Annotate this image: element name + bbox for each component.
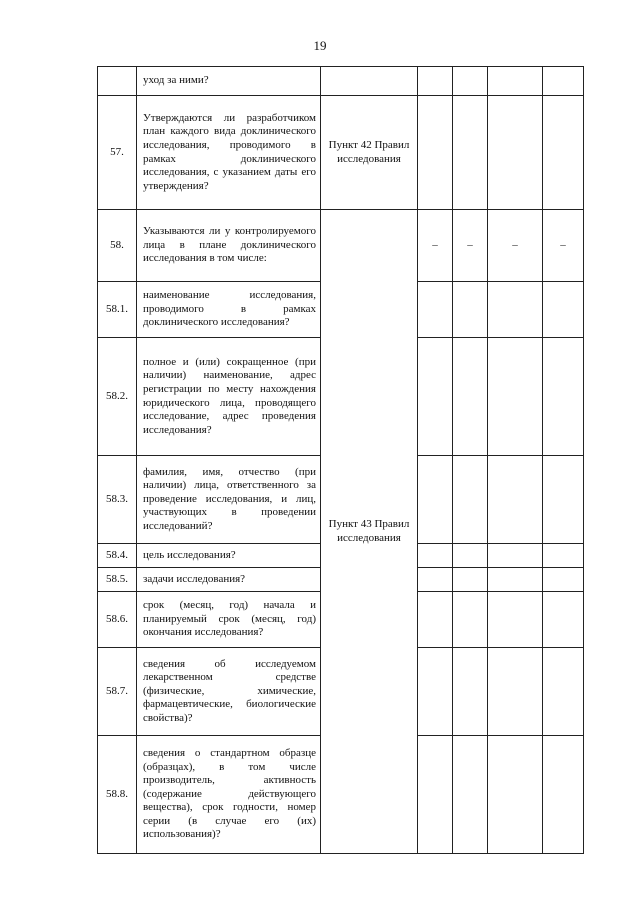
question-text: цель исследования? (137, 544, 321, 568)
answer-cell (418, 648, 453, 736)
row-number: 58.1. (98, 282, 137, 338)
question-text: наименование исследования, проводимого в рамках доклинического исследования? (137, 282, 321, 338)
row-number: 58.8. (98, 736, 137, 854)
row-number-cell (98, 67, 137, 96)
question-text: фамилия, имя, отчество (при наличии) лица, ответственного за проведение исследования, и лиц, участвующих в проведении исследований? (137, 456, 321, 544)
answer-cell (453, 736, 488, 854)
reference-text: Пункт 43 Правил исследования (321, 210, 418, 854)
answer-cell (418, 282, 453, 338)
table-row (98, 96, 584, 210)
dash-mark: – (488, 210, 543, 282)
row-number: 58. (98, 210, 137, 282)
answer-cell (418, 592, 453, 648)
answer-cell (453, 592, 488, 648)
answer-cell (488, 338, 543, 456)
answer-cell (418, 456, 453, 544)
reference-text: Пункт 42 Правил исследования (321, 96, 418, 210)
answer-cell (543, 67, 584, 96)
answer-cell (488, 67, 543, 96)
answer-cell (488, 568, 543, 592)
answer-cell (418, 568, 453, 592)
answer-cell (453, 568, 488, 592)
answer-cell (488, 592, 543, 648)
question-text: срок (месяц, год) начала и планируемый срок (месяц, год) окончания исследования? (137, 592, 321, 648)
row-number: 57. (98, 96, 137, 210)
answer-cell (488, 96, 543, 210)
answer-cell (543, 736, 584, 854)
answer-cell (453, 282, 488, 338)
row-number: 58.6. (98, 592, 137, 648)
answer-cell (543, 568, 584, 592)
answer-cell (418, 736, 453, 854)
answer-cell (488, 648, 543, 736)
answer-cell (543, 338, 584, 456)
table-row (98, 210, 584, 282)
row-number: 58.5. (98, 568, 137, 592)
table-row (98, 67, 584, 96)
dash-mark: – (453, 210, 488, 282)
answer-cell (453, 648, 488, 736)
reference-cell (321, 67, 418, 96)
question-text: задачи исследования? (137, 568, 321, 592)
answer-cell (418, 544, 453, 568)
row-number: 58.4. (98, 544, 137, 568)
answer-cell (543, 456, 584, 544)
answer-cell (453, 96, 488, 210)
answer-cell (543, 96, 584, 210)
question-text: сведения о стандартном образце (образцах), в том числе производитель, активность (содержание действующего вещества), срок годности, номер серии (в случае его (их) использования)? (137, 736, 321, 854)
checklist-table (97, 66, 584, 854)
answer-cell (453, 456, 488, 544)
answer-cell (543, 544, 584, 568)
answer-cell (543, 592, 584, 648)
row-number: 58.7. (98, 648, 137, 736)
dash-mark: – (543, 210, 584, 282)
question-text: сведения об исследуемом лекарственном средстве (физические, химические, фармацевтические, биологические свойства)? (137, 648, 321, 736)
question-text: Утверждаются ли разработчиком план каждого вида доклинического исследования, проводимого в рамках доклинического исследования, с указанием даты его утверждения? (137, 96, 321, 210)
answer-cell (488, 282, 543, 338)
answer-cell (543, 282, 584, 338)
answer-cell (418, 338, 453, 456)
answer-cell (418, 96, 453, 210)
answer-cell (488, 456, 543, 544)
answer-cell (488, 544, 543, 568)
answer-cell (418, 67, 453, 96)
answer-cell (453, 338, 488, 456)
page-number: 19 (313, 38, 327, 53)
row-number: 58.3. (98, 456, 137, 544)
answer-cell (543, 648, 584, 736)
answer-cell (488, 736, 543, 854)
question-text: Указываются ли у контролируемого лица в плане доклинического исследования в том числе: (137, 210, 321, 282)
answer-cell (453, 67, 488, 96)
question-cell: уход за ними? (137, 67, 321, 96)
answer-cell (453, 544, 488, 568)
dash-mark: – (418, 210, 453, 282)
row-number: 58.2. (98, 338, 137, 456)
question-text: полное и (или) сокращенное (при наличии) наименование, адрес регистрации по месту нахождения юридического лица, проводящего исследование, адрес проведения исследования? (137, 338, 321, 456)
